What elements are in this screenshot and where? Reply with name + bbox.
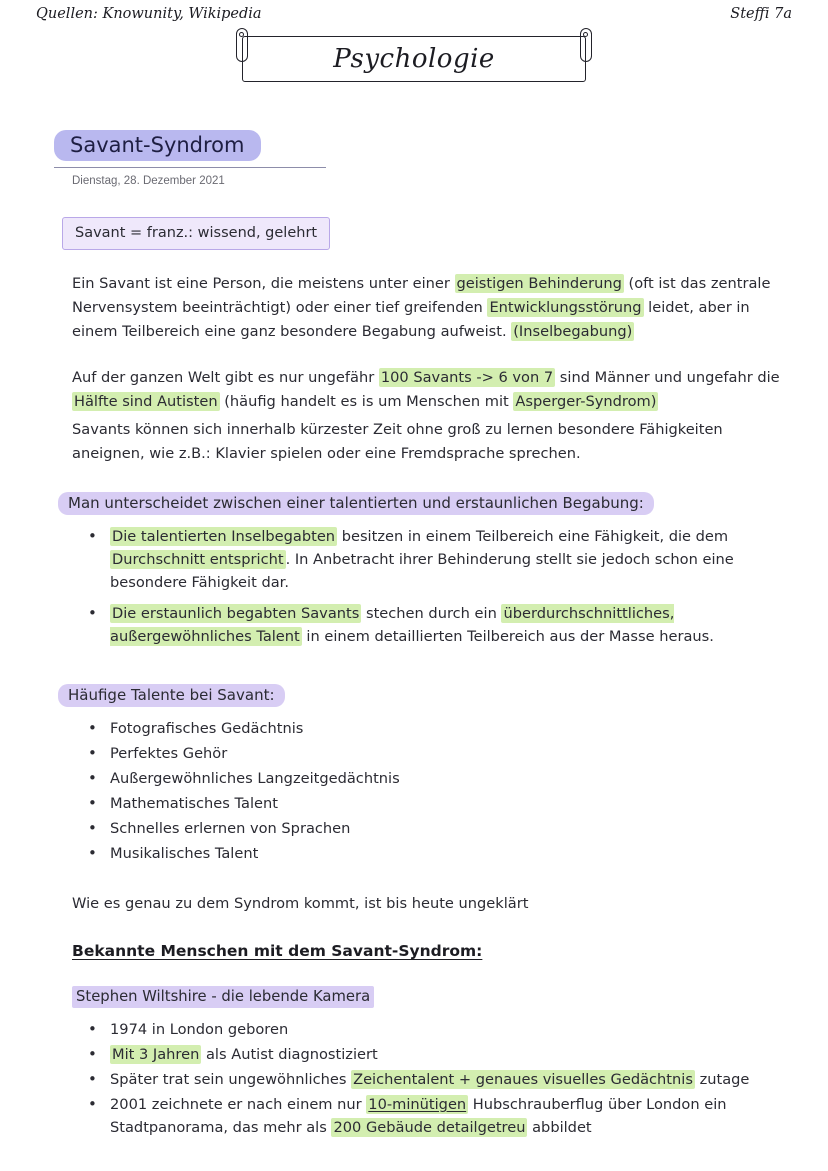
- paragraph-savant-definition: [72, 272, 790, 344]
- text-run: stechen durch ein: [361, 605, 502, 622]
- text-run: sind Männer und ungefahr die: [555, 369, 780, 386]
- talents-list: [36, 717, 810, 865]
- highlight-mit-3-jahren: Mit 3 Jahren: [112, 1046, 200, 1063]
- highlight-haelfte-autisten: Hälfte sind Autisten: [74, 393, 218, 410]
- person-facts-list: [36, 1018, 810, 1139]
- text-run: . In Anbetracht ihrer Behinderung stellt sie jedoch schon eine besondere Fähigkeit dar.: [110, 551, 734, 591]
- text-run: Später trat sein ungewöhnliches: [110, 1071, 352, 1088]
- text-run: 2001 zeichnete er nach einem nur: [110, 1096, 367, 1113]
- title-box: [242, 36, 586, 82]
- talents-heading: Häufige Talente bei Savant:: [58, 684, 285, 707]
- list-item: • Fotografisches Gedächtnis: [110, 717, 810, 740]
- section-heading: Savant-Syndrom: [54, 130, 261, 161]
- text-run: 1974 in London geboren: [110, 1021, 289, 1038]
- highlight-asperger: Asperger-Syndrom): [515, 393, 657, 410]
- text-run: Ein Savant ist eine Person, die meistens unter einer: [72, 275, 455, 292]
- author-label: Steffi 7a: [730, 6, 792, 22]
- famous-people-heading: Bekannte Menschen mit dem Savant-Syndrom:: [72, 942, 483, 960]
- definition-box: Savant = franz.: wissend, gelehrt: [62, 217, 330, 250]
- list-item: • Mathematisches Talent: [110, 792, 810, 815]
- list-item: [110, 1043, 810, 1066]
- section-date: Dienstag, 28. Dezember 2021: [72, 175, 225, 187]
- closing-note: Wie es genau zu dem Syndrom kommt, ist bis heute ungeklärt: [72, 895, 529, 912]
- heading-underline-rule: [54, 167, 326, 168]
- text-run: in einem detaillierten Teilbereich aus der Masse heraus.: [301, 628, 714, 645]
- list-item: [110, 1068, 810, 1091]
- text-run: zutage: [694, 1071, 750, 1088]
- highlight-ueberdurchschnittliches-talent: überdurchschnittliches, außergewöhnliches Talent: [110, 605, 675, 645]
- list-item: [110, 602, 810, 648]
- paragraph-savant-statistics: [72, 366, 790, 414]
- list-item: • Außergewöhnliches Langzeitgedächtnis: [110, 767, 810, 790]
- highlight-zeichentalent: Zeichentalent + genaues visuelles Gedächtnis: [353, 1071, 693, 1088]
- list-item: [110, 1093, 810, 1139]
- highlight-10-minuetigen: 10-minütigen: [368, 1096, 467, 1113]
- text-run: Hubschrauberflug über London ein Stadtpanorama, das mehr als: [110, 1096, 727, 1136]
- highlight-talentierte-inselbegabten: Die talentierten Inselbegabten: [112, 528, 336, 545]
- highlight-geistige-behinderung: geistigen Behinderung: [456, 275, 622, 292]
- list-item: • Perfektes Gehör: [110, 742, 810, 765]
- highlight-durchschnitt: Durchschnitt entspricht: [112, 551, 284, 568]
- sources-label: Quellen: Knowunity, Wikipedia: [36, 6, 262, 22]
- text-run: (oft ist das zentrale Nervensystem beeinträchtigt) oder einer tief greifenden: [72, 275, 771, 316]
- list-item: • Musikalisches Talent: [110, 842, 810, 865]
- distinction-lead: Man unterscheidet zwischen einer talentierten und erstaunlichen Begabung:: [58, 492, 654, 515]
- text-run: leidet, aber in einem Teilbereich eine ganz besondere Begabung aufweist.: [72, 299, 750, 340]
- document-title: Psychologie: [333, 44, 495, 74]
- text-run: als Autist diagnostiziert: [201, 1046, 378, 1063]
- highlight-erstaunlich-begabte: Die erstaunlich begabten Savants: [112, 605, 360, 622]
- highlight-inselbegabung: (Inselbegabung): [513, 323, 633, 340]
- text-run: abbildet: [527, 1119, 592, 1136]
- text-run: (häufig handelt es is um Menschen mit: [219, 393, 514, 410]
- list-item: • Schnelles erlernen von Sprachen: [110, 817, 810, 840]
- list-item: [110, 525, 810, 594]
- title-plaque: [236, 26, 592, 84]
- distinction-list: [36, 525, 810, 648]
- highlight-100-savants: 100 Savants -> 6 von 7: [380, 369, 554, 386]
- list-item: [110, 1018, 810, 1041]
- text-run: besitzen in einem Teilbereich eine Fähigkeit, die dem: [337, 528, 729, 545]
- highlight-200-gebaeude: 200 Gebäude detailgetreu: [333, 1119, 526, 1136]
- page-header: [36, 0, 792, 22]
- highlight-entwicklungsstoerung: Entwicklungsstörung: [489, 299, 642, 316]
- paragraph-savant-abilities: Savants können sich innerhalb kürzester Zeit ohne groß zu lernen besondere Fähigkeiten aneignen, wie z.B.: Klavier spielen oder eine Fremdsprache sprechen.: [72, 421, 723, 462]
- person-name-highlight: Stephen Wiltshire - die lebende Kamera: [72, 986, 374, 1008]
- text-run: Auf der ganzen Welt gibt es nur ungefähr: [72, 369, 379, 386]
